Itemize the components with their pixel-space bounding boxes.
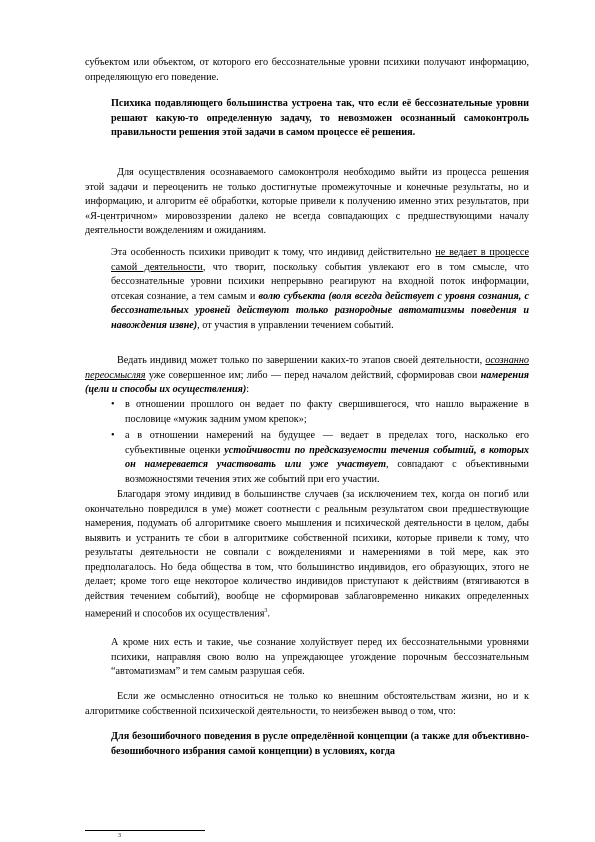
- list-item: [111, 429, 529, 487]
- paragraph-1: субъектом или объектом, от которого его бессознательные уровни психики получают информацию, определяющую его поведение.: [85, 57, 529, 83]
- p4-emphasis: волю субъекта (воля всегда действует с уровня сознания, с бессознательных уровней действуют только разнородные автоматизмы поведения и навождения извне): [111, 290, 530, 331]
- bullet-2-text-c: , совпадают с объективными возможностями течения этих же событий при его участии.: [125, 459, 529, 485]
- footnote-separator: [85, 830, 205, 831]
- p4-underlined: не ведает в процессе самой деятельности: [111, 247, 529, 273]
- p4-text-e: , от участия в управлении течением событий.: [197, 319, 394, 331]
- paragraph-5: [85, 354, 529, 398]
- paragraph-3: Для осуществления осознаваемого самоконтроля необходимо выйти из процесса решения этой задачи и переоценить не только достигнутые промежуточные и конечные результаты, но и информацию, и алгоритм её обработки, которые привели к получению именно этих результатов, при «Я-центричном» мировоззрении далеко не всегда совпадающих с предшествующими началу деятельности вожделениям и ожиданиям.: [85, 167, 529, 236]
- p5-underlined: осознанно переосмысляя: [85, 355, 529, 381]
- paragraph-6: [85, 488, 529, 622]
- p5-text-a: Ведать индивид может только по завершении каких-то этапов своей деятельности,: [117, 355, 486, 366]
- p6-end: .: [267, 608, 270, 620]
- bold-statement-1: Психика подавляющего большинства устроена так, что если её бессознательные уровни решают какую-то определенную задачу, то невозможен осознанный самоконтроль правильности решения этой задачи в самом процессе её решения.: [111, 98, 529, 138]
- bullet-2-text-a: а в отношении намерений на будущее — ведает в пределах того, насколько его субъективные оценки: [125, 430, 529, 456]
- list-item: [111, 398, 529, 427]
- p4-text-a: Эта особенность психики приводит к тому, что индивид действительно: [111, 247, 436, 258]
- footnote-ref: 3: [264, 608, 268, 614]
- p4-text-c: , что творит, поскольку события увлекают его в том смысле, что бессознательные уровни психики непрерывно реагируют на входной поток информации, отсекая сознание, а тем самым и: [111, 261, 529, 302]
- bold-statement-2: Для безошибочного поведения в русле определённой концепции (а также для объективно-безошибочного избрания самой концепции) в условиях, когда: [111, 731, 529, 757]
- p5-text-c: уже совершенное им; либо — перед началом действий, сформировав свои: [145, 369, 481, 381]
- footnote-number: 3: [118, 833, 121, 839]
- paragraph-8: Если же осмысленно относиться не только ко внешним обстоятельствам жизни, но и к алгоритмике собственной психической деятельности, то неизбежен вывод о том, что:: [85, 691, 529, 717]
- bullet-1-text: в отношении прошлого он ведает по факту свершившегося, что нашло выражение в пословице «мужик задним умом крепок»;: [125, 399, 529, 425]
- paragraph-4: [111, 246, 529, 333]
- bullet-list: [111, 398, 529, 489]
- p6-text: Благодаря этому индивид в большинстве случаев (за исключением тех, когда он погиб или окончательно повредился в уме) может соотнести с реальным результатом свои предшествующие намерения, подумать об алгоритмике своего мышления и психической деятельности в целом, дабы выявить и устранить те сбои в алгоритмике собственной психики, которые привели к тому, что результаты деятельности не совпали с вожделениями и намерениями в той мере, как это предполагалось. Но беда общества в том, что большинство индивидов, его образующих, этого не делает; кроме того еще некоторое количество индивидов приступают к действиям (втягиваются в действия течением событий), вообще не сформировав заблаговременно никаких определенных намерений и способов их осуществления: [85, 489, 529, 620]
- p5-emphasis: намерения (цели и способы их осуществления): [85, 369, 529, 395]
- bullet-2-emphasis: устойчивости по предсказуемости течения событий, в которых он намеревается участвовать или уже участвует: [125, 444, 529, 470]
- p5-text-e: :: [246, 384, 250, 395]
- paragraph-7: А кроме них есть и такие, чье сознание холуйствует перед их бессознательными уровнями психики, направляя свою волю на упреждающее угождение порочным бессознательным “автоматизмам” и тем самым разрушая себя.: [111, 637, 529, 677]
